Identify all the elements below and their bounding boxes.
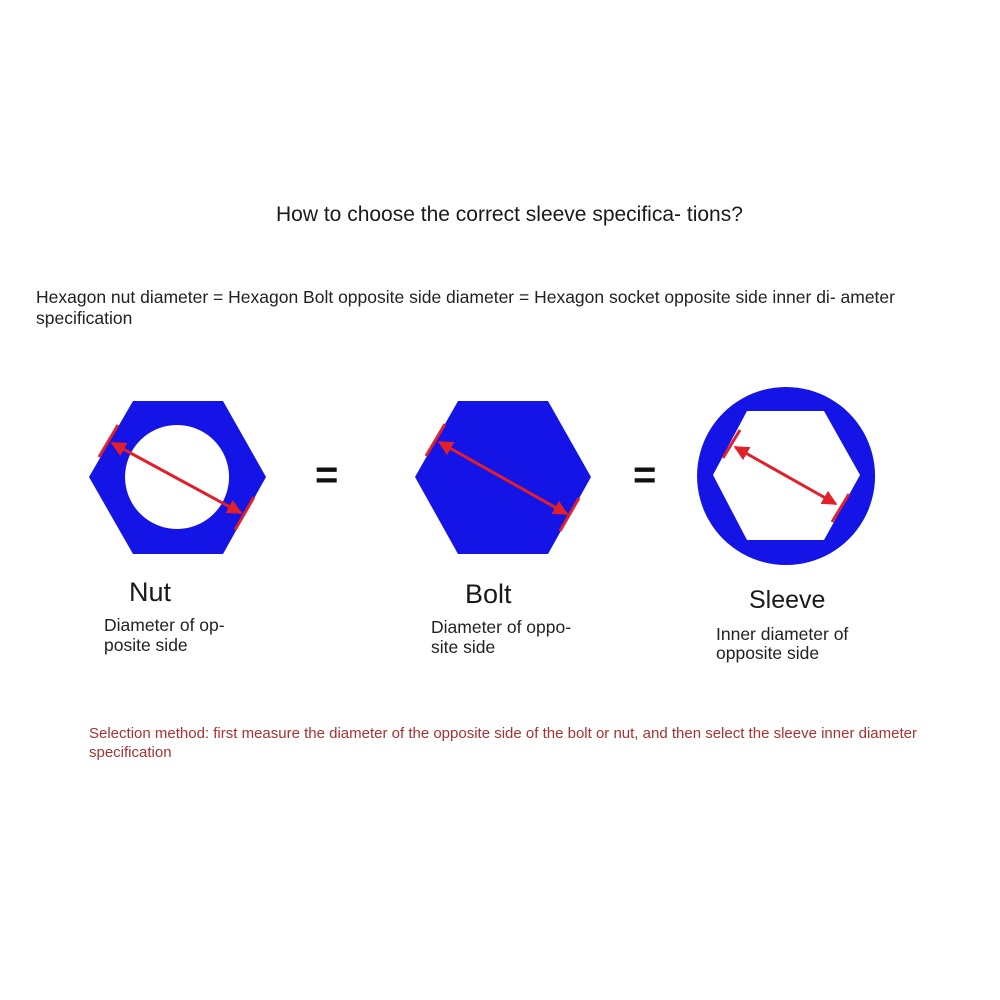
formula-text: Hexagon nut diameter = Hexagon Bolt opposite side diameter = Hexagon socket opposite side inner di- ameter specification [36, 287, 895, 328]
nut-description: Diameter of op- posite side [104, 615, 225, 655]
bolt-description: Diameter of oppo- site side [431, 617, 572, 657]
selection-method-text: Selection method: first measure the diameter of the opposite side of the bolt or nut, and then select the sleeve inner diameter specification [89, 725, 917, 761]
nut-diagram [89, 401, 266, 554]
nut-label: Nut [129, 577, 172, 607]
sleeve-arrow [735, 447, 836, 504]
sleeve-diagram [697, 387, 875, 565]
sleeve-label: Sleeve [749, 586, 826, 614]
page-title: How to choose the correct sleeve specifica- tions? [276, 203, 743, 226]
equals-sign-1: = [315, 453, 339, 497]
sleeve-description: Inner diameter of opposite side [716, 624, 849, 663]
equals-sign-2: = [633, 453, 657, 497]
bolt-diagram [415, 401, 591, 554]
bolt-label: Bolt [465, 579, 512, 609]
